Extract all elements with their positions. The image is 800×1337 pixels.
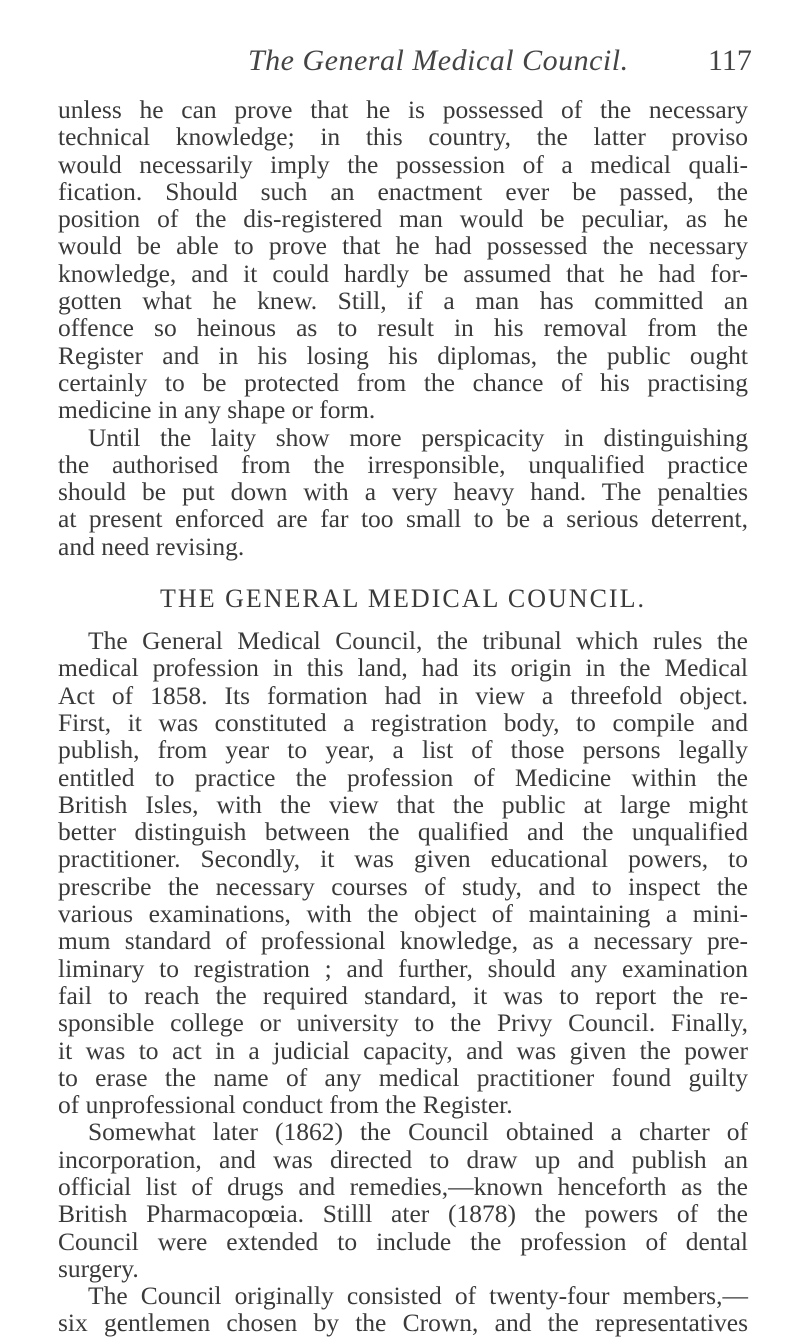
text-line: British Isles, with the view that the public at large might (58, 789, 748, 819)
text-line: entitled to practice the profession of Medicine within the (58, 762, 748, 792)
text-line italic-title-line: British Pharmacopœia. Stilll ater (1878) the powers of the (58, 1199, 748, 1229)
text-line: Act of 1858. Its formation had in view a threefold object. (58, 680, 748, 710)
text-line: sponsible college or university to the Privy Council. Finally, (58, 1008, 748, 1038)
text-line: incorporation, and was directed to draw up and publish an (58, 1144, 748, 1174)
text-line: Somewhat later (1862) the Council obtained a charter of (88, 1117, 748, 1147)
text-line: Until the laity show more perspicacity in distinguishing (88, 422, 748, 452)
text-line: surgery. (58, 1253, 139, 1283)
text-line: practitioner. Secondly, it was given educational powers, to (58, 844, 748, 874)
text-line: Council were extended to include the profession of dental (58, 1226, 748, 1256)
running-head (0, 44, 800, 84)
text-line: six gentlemen chosen by the Crown, and the representatives (58, 1308, 748, 1337)
text-line: knowledge, and it could hardly be assumed that he had for- (58, 258, 748, 288)
text-line: position of the dis-registered man would be peculiar, as he (58, 204, 748, 234)
text-line: The Council originally consisted of twenty-four members,— (88, 1281, 748, 1311)
text-line: fail to reach the required standard, it was to report the re- (58, 980, 748, 1010)
text-line: liminary to registration ; and further, should any examination (58, 953, 748, 983)
paragraph-5 (58, 1282, 748, 1337)
text-line: fication. Should such an enactment ever be passed, the (58, 176, 748, 206)
text-line: gotten what he knew. Still, if a man has committed an (58, 286, 748, 316)
text-line: medical profession in this land, had its origin in the Medical (58, 653, 748, 683)
text-line: certainly to be protected from the chance of his practising (58, 367, 748, 397)
text-line: to erase the name of any medical practitioner found guilty (58, 1062, 748, 1092)
body-text (58, 96, 748, 1337)
text-line: should be put down with a very heavy hand. The penalties (58, 477, 748, 507)
text-line: the authorised from the irresponsible, unqualified practice (58, 449, 748, 479)
section-heading: THE GENERAL MEDICAL COUNCIL. (160, 584, 646, 614)
text-line: would necessarily imply the possession of a medical quali- (58, 149, 748, 179)
text-line: at present enforced are far too small to be a serious deterrent, (58, 504, 748, 534)
text-line: Register and in his losing his diplomas, the public ought (58, 340, 748, 370)
text-line: offence so heinous as to result in his removal from the (58, 313, 748, 343)
text-line: it was to act in a judicial capacity, and was given the power (58, 1035, 748, 1065)
paragraph-1 (58, 96, 748, 424)
text-line: of unprofessional conduct from the Register. (58, 1090, 513, 1120)
text-line: prescribe the necessary courses of study, and to inspect the (58, 871, 748, 901)
text-line: better distinguish between the qualified and the unqualified (58, 817, 748, 847)
text-line: First, it was constituted a registration body, to compile and (58, 707, 748, 737)
text-line: mum standard of professional knowledge, as a necessary pre- (58, 926, 748, 956)
paragraph-3 (58, 627, 748, 1118)
text-line: would be able to prove that he had possessed the necessary (58, 231, 748, 261)
text-line: unless he can prove that he is possessed of the necessary (58, 95, 748, 124)
text-line: official list of drugs and remedies,—known henceforth as the (58, 1171, 748, 1201)
text-line: technical knowledge; in this country, the latter proviso (58, 122, 748, 152)
text-line: medicine in any shape or form. (58, 395, 376, 425)
text-line: The General Medical Council, the tribunal which rules the (88, 626, 748, 656)
running-title: The General Medical Council. (248, 44, 629, 77)
text-line: publish, from year to year, a list of those persons legally (58, 735, 748, 765)
text-line: and need revising. (58, 531, 245, 561)
text-line: various examinations, with the object of maintaining a mini- (58, 899, 748, 929)
page-number: 117 (708, 44, 752, 77)
paragraph-4 (58, 1118, 748, 1282)
paragraph-2 (58, 424, 748, 560)
